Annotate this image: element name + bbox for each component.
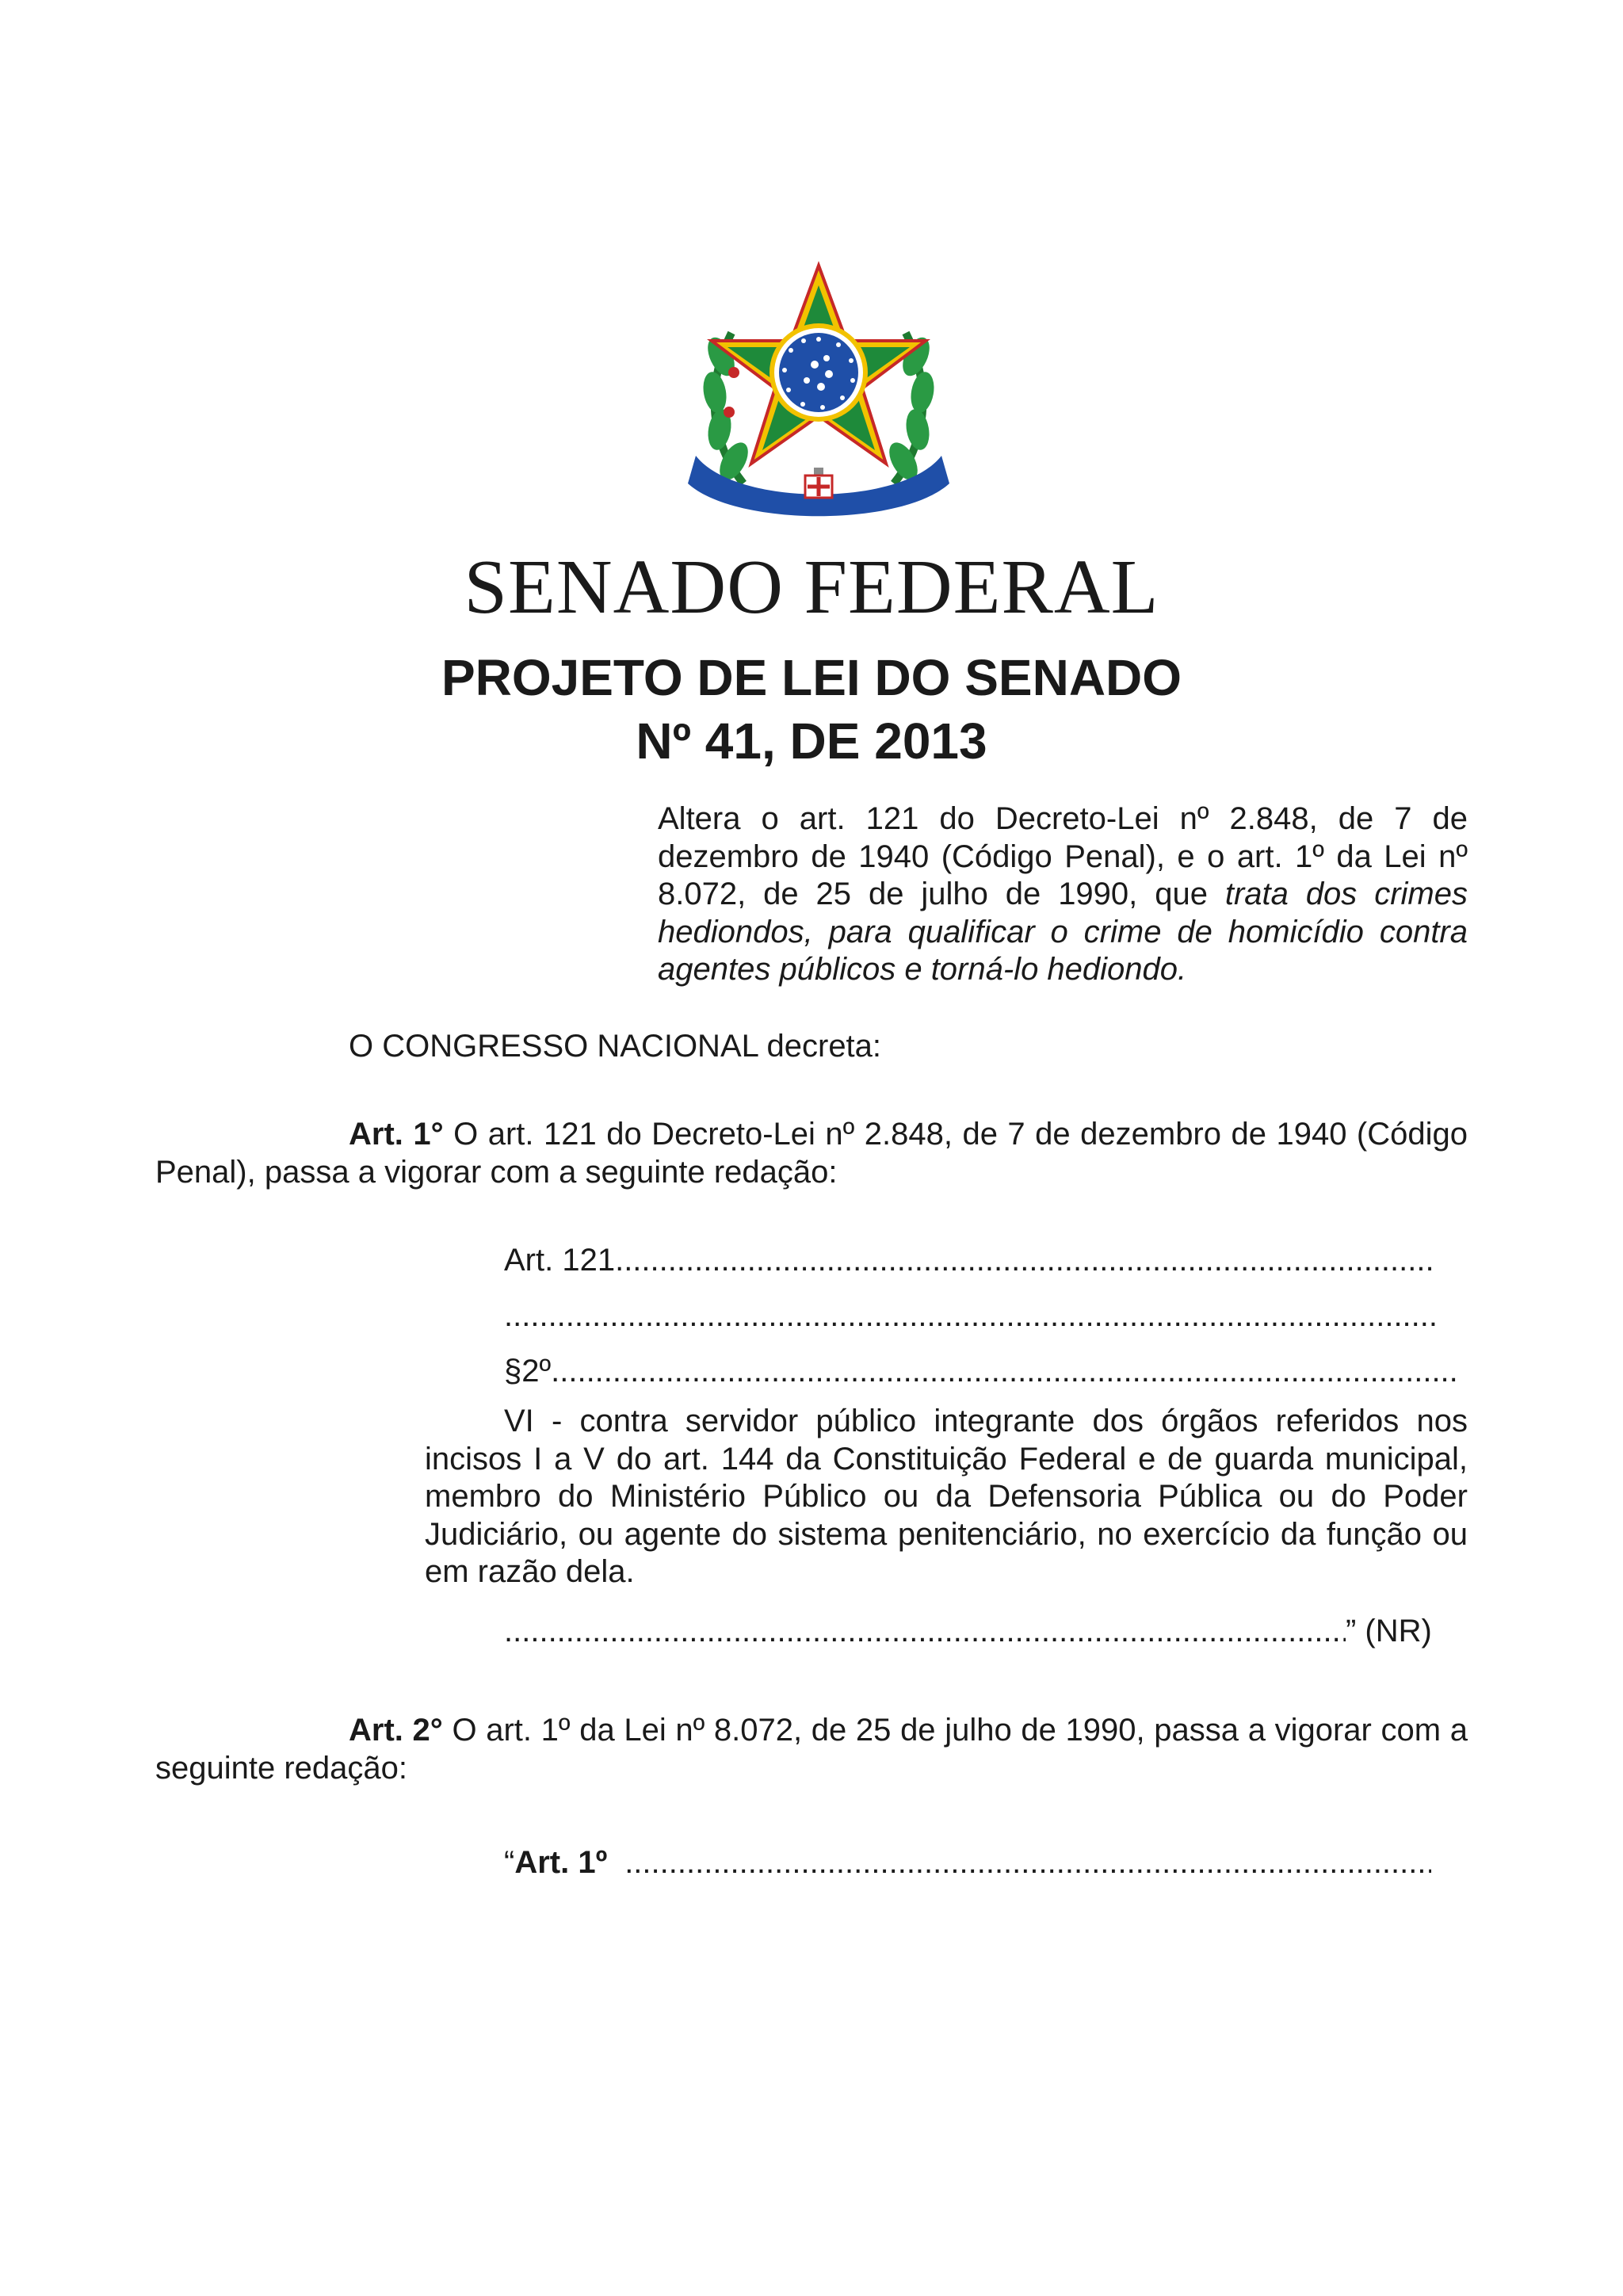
ellipsis-leader bbox=[504, 1614, 1346, 1648]
article-1-text: O art. 121 do Decreto-Lei nº 2.848, de 7 de dezembro de 1940 (Código Penal), passa a vigorar com a seguinte redação: bbox=[155, 1117, 1468, 1190]
brazil-coat-of-arms-icon bbox=[688, 254, 949, 527]
ellipsis-leader bbox=[504, 1298, 1439, 1333]
ementa-plain-text: Altera o art. 121 do Decreto-Lei nº 2.848, de 7 de dezembro de 1940 (Código Penal), e o art. 1º da Lei nº 8.072, de 25 de julho de 1990, que bbox=[658, 801, 1468, 911]
closing-note: ” (NR) bbox=[1346, 1614, 1432, 1648]
ementa-italic-text: trata dos crimes hediondos, para qualificar o crime de homicídio contra agentes públicos e torná-lo hediondo. bbox=[658, 877, 1468, 987]
omitted-text-line bbox=[504, 1297, 1439, 1335]
inciso-vi-text: VI - contra servidor público integrante dos órgãos referidos nos incisos I a V do art. 144 da Constituição Federal e de guarda municipal, membro do Ministério Público ou da Defensoria Pública ou do Poder Judiciário, ou agente do sistema penitenciário, no exercício da função ou em razão dela. bbox=[425, 1404, 1468, 1589]
ementa-paragraph bbox=[658, 800, 1468, 989]
paragraph-2-label: §2º bbox=[504, 1354, 552, 1389]
closing-line bbox=[504, 1612, 1471, 1650]
ellipsis-leader bbox=[551, 1354, 1460, 1389]
article-1-paragraph bbox=[155, 1116, 1468, 1191]
bill-number-title: Nº 41, DE 2013 bbox=[636, 712, 987, 770]
art-121-caput-line bbox=[504, 1241, 1436, 1279]
bill-type-title: PROJETO DE LEI DO SENADO bbox=[441, 649, 1182, 706]
inciso-vi-paragraph bbox=[425, 1403, 1468, 1591]
art-121-caput-label: Art. 121 bbox=[504, 1243, 616, 1278]
article-2-label: Art. 2° bbox=[349, 1713, 443, 1748]
ellipsis-leader bbox=[615, 1243, 1436, 1278]
open-quote: “ bbox=[504, 1845, 515, 1880]
institution-title: SENADO FEDERAL bbox=[464, 544, 1159, 630]
ellipsis-leader bbox=[624, 1845, 1431, 1880]
article-2-paragraph bbox=[155, 1712, 1468, 1787]
law-8072-art-1-line bbox=[504, 1843, 1431, 1881]
art-1-label: Art. 1º bbox=[514, 1845, 608, 1880]
article-2-text: O art. 1º da Lei nº 8.072, de 25 de julho de 1990, passa a vigorar com a seguinte redação: bbox=[155, 1713, 1468, 1786]
enactment-clause: O CONGRESSO NACIONAL decreta: bbox=[349, 1029, 882, 1064]
article-1-label: Art. 1° bbox=[349, 1117, 444, 1152]
paragraph-2-line bbox=[504, 1352, 1460, 1390]
